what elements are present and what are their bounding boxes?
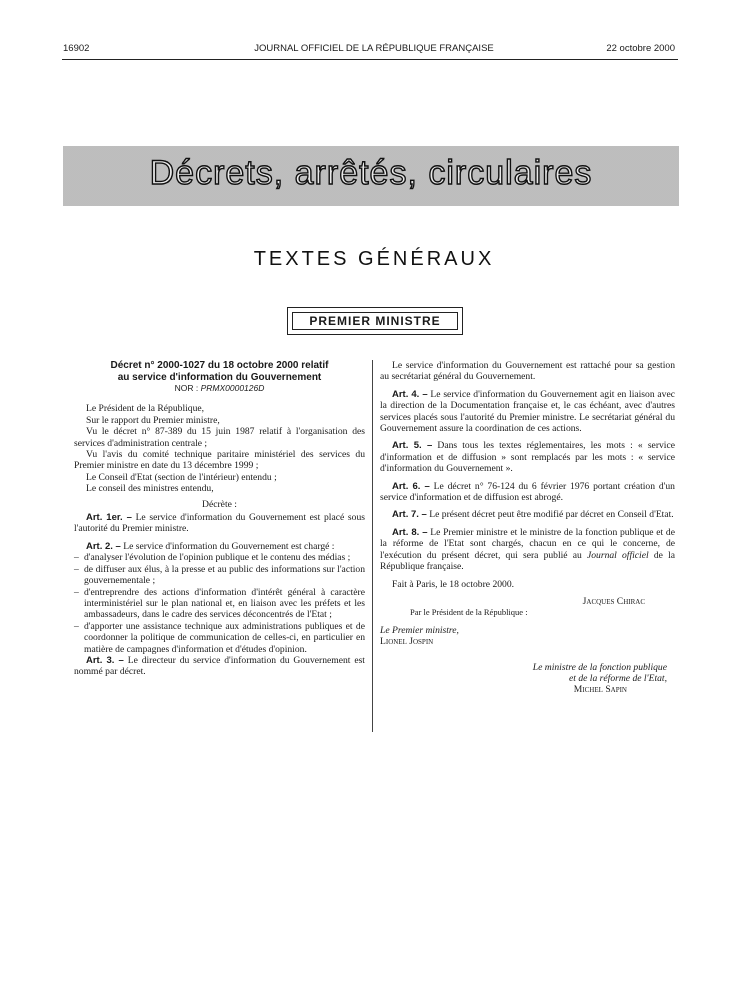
- minister-signature: [380, 662, 675, 696]
- preamble-line: Vu le décret n° 87-389 du 15 juin 1987 relatif à l'organisation des services d'administration centrale ;: [74, 426, 365, 449]
- minister-name: Michel Sapin: [573, 684, 627, 696]
- list-item: – d'analyser l'évolution de l'opinion publique et le contenu des médias ;: [74, 552, 365, 563]
- pm-name: Lionel Jospin: [380, 636, 434, 648]
- article-6: [380, 481, 675, 504]
- article-1: [74, 512, 365, 535]
- article-2: [74, 541, 365, 552]
- journal-title: JOURNAL OFFICIEL DE LA RÉPUBLIQUE FRANÇAISE: [254, 43, 494, 54]
- preamble-line: Sur le rapport du Premier ministre,: [86, 414, 220, 426]
- list-item: – d'entreprendre des actions d'information d'intérêt général à caractère interministériel sur le plan national et, en liaison avec les préfets et les ambassadeurs, dans le cadre des services déconcentrés de l'Etat ;: [74, 587, 365, 621]
- issue-date: 22 octobre 2000: [606, 43, 675, 54]
- header-rule: [62, 59, 678, 60]
- decree-title-line2: au service d'information du Gouvernement: [117, 371, 322, 383]
- article-1-text: Le service d'information du Gouvernement est placé sous l'autorité du Premier ministre.: [74, 512, 365, 535]
- article-4-label: Art. 4. –: [392, 388, 428, 400]
- par-le-president: Par le Président de la République :: [410, 607, 528, 618]
- article-5-text: Dans tous les textes réglementaires, les mots : « service d'information et de diffusion » sont remplacés par les mots : « service d'information du Gouvernement ».: [380, 440, 675, 475]
- fait-a-paris: Fait à Paris, le 18 octobre 2000.: [392, 578, 515, 590]
- decree-title: [74, 360, 365, 383]
- article-6-label: Art. 6. –: [392, 480, 430, 492]
- section-banner: [63, 146, 679, 206]
- rattachement-paragraph: Le service d'information du Gouvernement est rattaché pour sa gestion au secrétariat général du Gouvernement.: [380, 360, 675, 383]
- ministry-box: [287, 307, 463, 335]
- minister-role-line1: Le ministre de la fonction publique: [532, 661, 667, 673]
- right-column: [380, 360, 675, 696]
- article-7-text: Le présent décret peut être modifié par décret en Conseil d'Etat.: [429, 509, 674, 521]
- preamble-line: Vu l'avis du comité technique paritaire ministériel des services du Premier ministre en date du 13 décembre 1999 ;: [74, 449, 365, 472]
- preamble-line: Le conseil des ministres entendu,: [86, 483, 214, 495]
- ministry-label: PREMIER MINISTRE: [292, 312, 458, 330]
- nor-label: NOR :: [174, 383, 201, 393]
- decree-title-line1: Décret n° 2000-1027 du 18 octobre 2000 relatif: [110, 360, 329, 371]
- article-3-text: Le directeur du service d'information du Gouvernement est nommé par décret.: [74, 654, 365, 678]
- column-divider: [372, 360, 373, 732]
- preamble-line: Le Conseil d'Etat (section de l'intérieur) entendu ;: [86, 471, 277, 483]
- page-number: 16902: [63, 43, 90, 54]
- article-5-label: Art. 5. –: [392, 440, 433, 452]
- nor-reference: [74, 383, 365, 394]
- minister-role-line2: et de la réforme de l'Etat,: [569, 672, 667, 684]
- article-5: [380, 440, 675, 474]
- nor-code: PRMX0000126D: [200, 383, 265, 393]
- article-6-text: Le décret n° 76-124 du 6 février 1976 portant création d'un service d'information et de diffusion est abrogé.: [380, 480, 675, 504]
- list-item: – d'apporter une assistance technique aux administrations publiques et de coordonner la politique de communication de celles-ci, en particulier en matière de campagnes d'information et d'études d'opinion.: [74, 621, 365, 655]
- article-7-label: Art. 7. –: [392, 509, 427, 521]
- signature-president: Jacques Chirac: [582, 595, 645, 607]
- article-8-text-before: Le Premier ministre et le ministre de la fonction publique et de la réforme de l'Etat sont chargés, chacun en ce qui le concerne, de l'exécution du présent décret, qui sera publié au: [380, 526, 675, 561]
- article-3-label: Art. 3. –: [86, 654, 124, 666]
- article-7: [380, 509, 675, 520]
- preamble-line: Le Président de la République,: [86, 403, 205, 415]
- article-8-journal: Journal officiel: [586, 549, 649, 561]
- article-8: [380, 527, 675, 573]
- article-2-list: [74, 552, 365, 655]
- article-2-text: Le service d'information du Gouvernement est chargé :: [123, 540, 335, 552]
- article-4: [380, 389, 675, 435]
- pm-role: [380, 625, 675, 636]
- article-8-label: Art. 8. –: [392, 526, 428, 538]
- section-title: TEXTES GÉNÉRAUX: [253, 248, 495, 270]
- article-8-text-after: de la République française.: [380, 549, 675, 573]
- decrete-heading: Décrète :: [202, 498, 237, 510]
- article-2-label: Art. 2. –: [86, 540, 121, 552]
- list-item: – de diffuser aux élus, à la presse et au public des informations sur l'action gouvernementale ;: [74, 564, 365, 587]
- pm-role-text: Le Premier ministre,: [380, 624, 459, 636]
- banner-title: Décrets, arrêtés, circulaires: [149, 154, 593, 192]
- article-4-text: Le service d'information du Gouvernement agit en liaison avec la direction de la Documentation française et, le cas échéant, avec d'autres services placés sous l'autorité du Premier ministre. Le secrétariat général du Gouvernement assure la coordination de ces actions.: [380, 388, 675, 435]
- article-1-label: Art. 1er. –: [86, 512, 132, 524]
- article-3: [74, 655, 365, 678]
- left-column: [74, 360, 365, 678]
